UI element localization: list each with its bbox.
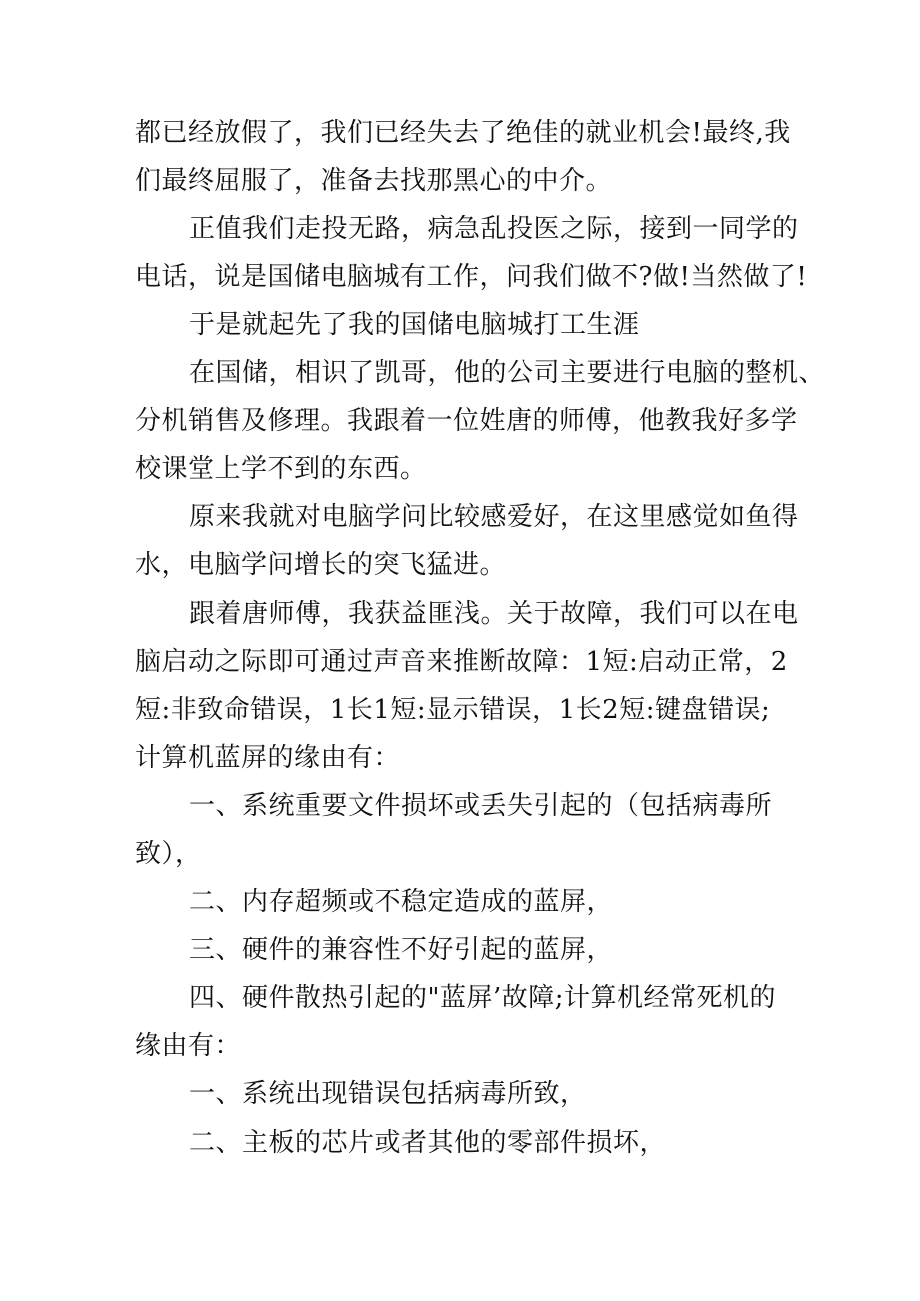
text-line: 四、硬件散热引起的"蓝屏’故障;计算机经常死机的 (189, 983, 776, 1013)
text-line: 分机销售及修理。我跟着一位姓唐的师傅，他教我好多学 (135, 406, 798, 436)
text-line: 都已经放假了，我们已经失去了绝佳的就业机会!最终,我 (135, 118, 791, 148)
text-line: 一、系统重要文件损坏或丢失引起的（包括病毒所 (189, 791, 773, 821)
text-line: 正值我们走投无路，病急乱投医之际，接到一同学的 (189, 214, 799, 244)
text-line: 跟着唐师傅，我获益匪浅。关于故障，我们可以在电 (189, 599, 799, 629)
text-line: 三、硬件的兼容性不好引起的蓝屏， (189, 935, 614, 965)
text-line: 二、主板的芯片或者其他的零部件损坏， (189, 1128, 667, 1158)
text-line: 脑启动之际即可通过声音来推断故障：1短:启动正常，2 (135, 647, 788, 677)
text-line: 计算机蓝屏的缘由有： (135, 743, 401, 773)
text-line: 们最终屈服了，准备去找那黑心的中介。 (135, 166, 613, 196)
text-line: 致）， (135, 839, 202, 869)
text-line: 于是就起先了我的国储电脑城打工生涯 (189, 310, 640, 340)
text-line: 水，电脑学问增长的突飞猛进。 (135, 550, 507, 580)
text-line: 在国储，相识了凯哥，他的公司主要进行电脑的整机、 (189, 358, 826, 388)
text-line: 电话，说是国储电脑城有工作，问我们做不?做!当然做了! (135, 262, 808, 292)
text-line: 短:非致命错误，1长1短:显示错误，1长2短:键盘错误; (135, 695, 771, 725)
text-line: 原来我就对电脑学问比较感爱好，在这里感觉如鱼得 (189, 502, 799, 532)
text-line: 缘由有： (135, 1031, 242, 1061)
text-line: 校课堂上学不到的东西。 (135, 454, 427, 484)
text-line: 二、内存超频或不稳定造成的蓝屏， (189, 887, 614, 917)
text-line: 一、系统出现错误包括病毒所致， (189, 1079, 587, 1109)
